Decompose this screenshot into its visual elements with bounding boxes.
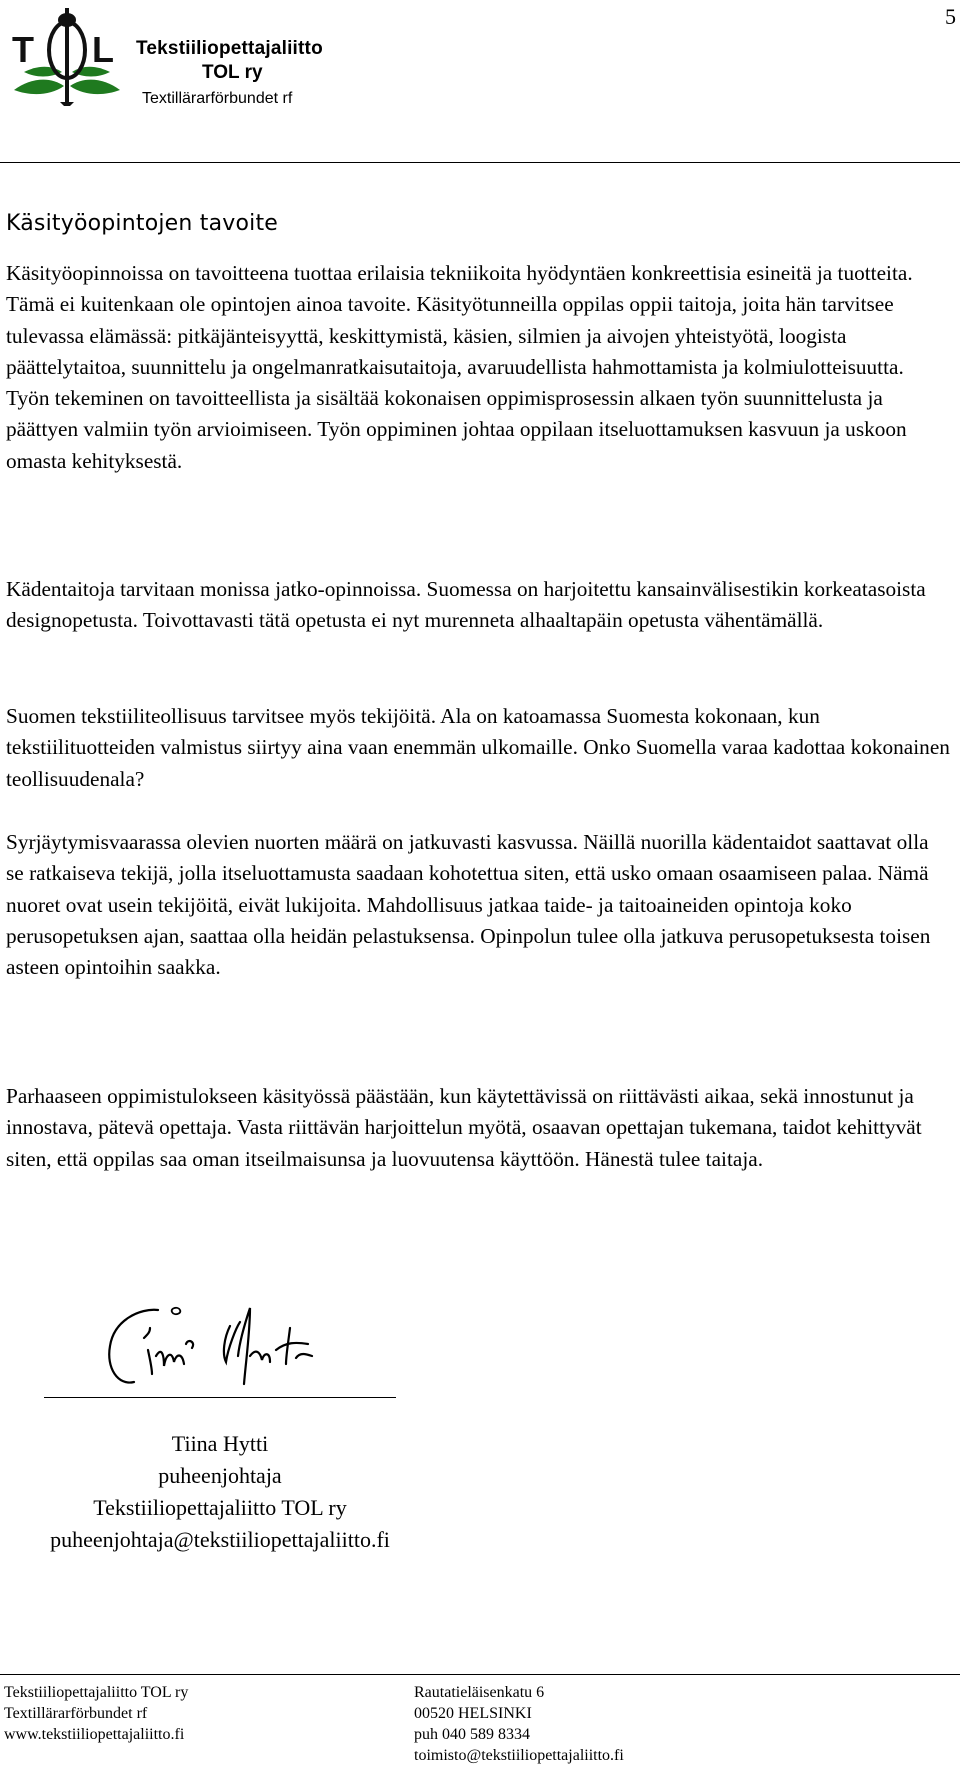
footer-left (4, 1682, 188, 1745)
signer-name: Tiina Hytti (171, 1431, 269, 1456)
page-title: Käsityöopintojen tavoite (6, 210, 279, 236)
signer-organization: Tekstiiliopettajaliitto TOL ry (93, 1495, 347, 1520)
signature-line (44, 1397, 396, 1398)
signer-email: puheenjohtaja@tekstiiliopettajaliitto.fi (50, 1527, 390, 1552)
footer-organization-swedish: Textillärarförbundet rf (4, 1705, 148, 1722)
paragraph-4: Syrjäytymisvaarassa olevien nuorten määrä on jatkuvasti kasvussa. Näillä nuorilla kädentaidot saattavat olla se ratkaiseva tekijä, jolla itseluottamusta saadaan kohotettua siten, että usko omaan osaamiseen palaa. Nämä nuoret ovat usein tekijöitä, eivät lukijoita. Mahdollisuus jatkaa taide- ja taitoaineiden opintoja koko perusopetuksen ajan, saattaa olla heidän pelastuksensa. Opinpolun tulee olla jatkuva perusopetuksesta toisen asteen opintoihin saakka. (6, 830, 931, 980)
logo-organization-name: Tekstiiliopettajaliitto (136, 38, 323, 59)
footer-website-link[interactable]: www.tekstiiliopettajaliitto.fi (4, 1726, 185, 1743)
footer-postal-address: 00520 HELSINKI (414, 1705, 532, 1722)
signature-block (4, 1428, 436, 1556)
svg-text:L: L (92, 29, 114, 70)
footer-email-link[interactable]: toimisto@tekstiiliopettajaliitto.fi (414, 1747, 624, 1764)
logo-organization-abbrev: TOL ry (202, 62, 263, 83)
paragraph-3: Suomen tekstiiliteollisuus tarvitsee myös tekijöitä. Ala on katoamassa Suomesta kokonaan, kun tekstiilituotteiden valmistus siirtyy aina vaan enemmän ulkomaille. Onko Suomella varaa kadottaa kokonainen teollisuudenala? (6, 704, 950, 791)
tol-emblem-icon (8, 6, 126, 108)
paragraph-5: Parhaaseen oppimistulokseen käsityössä päästään, kun käytettävissä on riittävästi aikaa, sekä innostunut ja innostava, pätevä opettaja. Vasta riittävän harjoittelun myötä, osaavan opettajan tukemana, taidot kehittyvät siten, että oppilas saa oman itseilmaisunsa ja luovuutensa käyttöön. Hänestä tulee taitaja. (6, 1084, 922, 1171)
footer-phone: puh 040 589 8334 (414, 1726, 530, 1743)
logo-organization-swedish: Textillärarförbundet rf (142, 90, 293, 107)
svg-text:T: T (12, 29, 34, 70)
footer-right (414, 1682, 624, 1766)
header-divider (0, 162, 960, 163)
footer-street-address: Rautatieläisenkatu 6 (414, 1684, 545, 1701)
handwritten-signature (100, 1298, 350, 1408)
footer-divider (0, 1674, 960, 1675)
paragraph-2: Kädentaitoja tarvitaan monissa jatko-opinnoissa. Suomessa on harjoitettu kansainvälisestikin korkeatasoista designopetusta. Toivottavasti tätä opetusta ei nyt murenneta alhaaltapäin opetusta vähentämällä. (6, 577, 926, 633)
signer-title: puheenjohtaja (158, 1463, 282, 1488)
footer-organization: Tekstiiliopettajaliitto TOL ry (4, 1684, 189, 1701)
organization-logo (8, 6, 428, 114)
page-number: 5 (945, 4, 956, 29)
paragraph-1: Käsityöopinnoissa on tavoitteena tuottaa erilaisia tekniikoita hyödyntäen konkreettisia esineitä ja tuotteita. Tämä ei kuitenkaan ole opintojen ainoa tavoite. Käsityötunneilla oppilas oppii taitoja, joita hän tarvitsee tulevassa elämässä: pitkäjänteisyyttä, keskittymistä, käsien, silmien ja aivojen yhteistyötä, loogista päättelytaitoa, suunnittelu ja ongelmanratkaisutaitoja, avaruudellista hahmottamista ja kolmiulotteisuutta. Työn tekeminen on tavoitteellista ja sisältää kokonaisen oppimisprosessin alkaen työn suunnittelusta ja päättyen valmiin työn arvioimiseen. Työn oppiminen johtaa oppilaan itseluottamuksen kasvuun ja uskoon omasta kehityksestä. (6, 261, 913, 473)
